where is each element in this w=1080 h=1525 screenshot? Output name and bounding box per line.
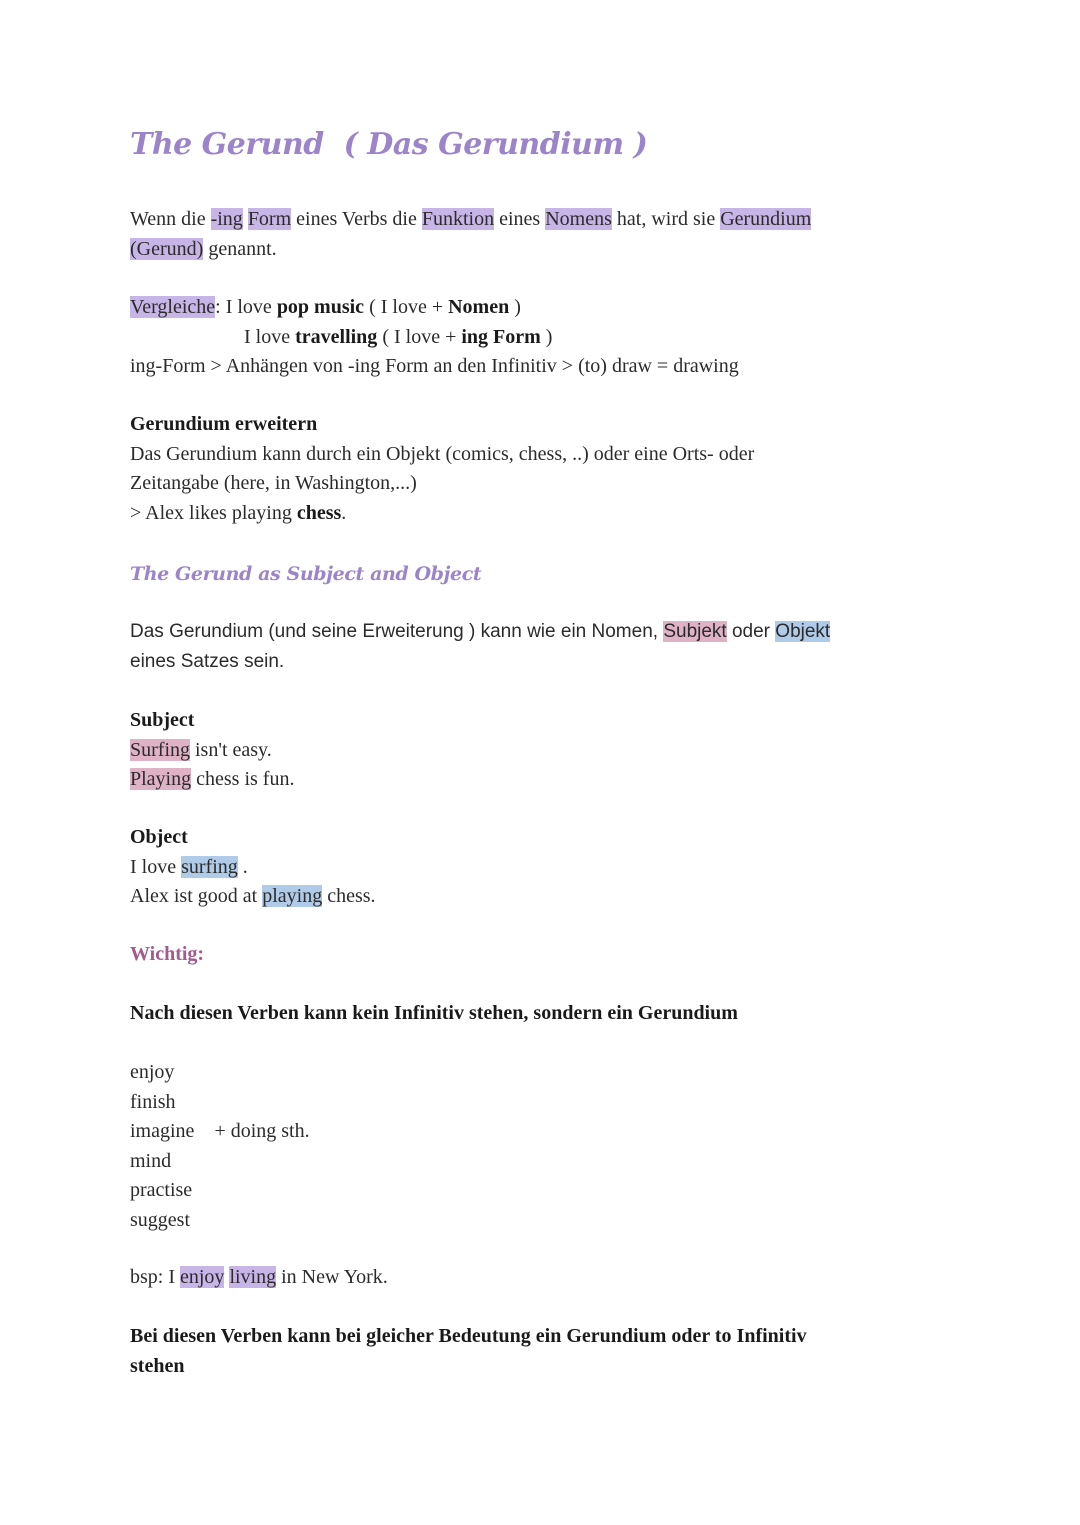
verb-item: mind xyxy=(130,1149,172,1172)
compare-block: Vergleiche: I love pop music ( I love + Nomen ) I love travelling ( I love + ing Form ) ing-Form > Anhängen von -ing Form an den Infinitiv > (to) draw = drawing xyxy=(130,293,930,382)
highlight-gerundium: Gerundium xyxy=(720,208,812,230)
verbs-suffix: + doing sth. xyxy=(214,1120,310,1142)
title-main: The Gerund xyxy=(130,127,324,162)
subject-heading: Subject xyxy=(130,709,195,731)
highlight-funktion: Funktion xyxy=(421,208,495,230)
example-sentence: bsp: I enjoy living in New York. xyxy=(130,1266,388,1288)
highlight-surfing-object: surfing xyxy=(181,855,238,878)
highlight-subjekt: Subjekt xyxy=(663,621,727,642)
section-subtitle: The Gerund as Subject and Object xyxy=(130,563,482,585)
verb-item: enjoy xyxy=(130,1061,175,1083)
erweitern-heading: Gerundium erweitern xyxy=(130,413,318,435)
wichtig-block xyxy=(130,940,930,970)
highlight-living: living xyxy=(229,1266,277,1288)
object-block: Object I love surfing . Alex ist good at playing chess. xyxy=(130,826,376,907)
verb-item: practise xyxy=(130,1179,193,1201)
highlight-enjoy: enjoy xyxy=(180,1266,225,1288)
verb-list xyxy=(130,1058,930,1235)
rule-no-infinitive: Nach diesen Verben kann kein Infinitiv stehen, sondern ein Gerundium xyxy=(130,1002,738,1024)
title-paren: ( Das Gerundium ) xyxy=(343,127,648,162)
intro-paragraph: Wenn die -ing Form eines Verbs die Funktion eines Nomens hat, wird sie Gerundium (Gerund) genannt. xyxy=(130,208,812,260)
highlight-playing: Playing xyxy=(130,768,192,790)
highlight-objekt: Objekt xyxy=(775,621,831,642)
wichtig-label: Wichtig: xyxy=(130,943,205,965)
ing-form-rule: ing-Form > Anhängen von -ing Form an den Infinitiv > (to) draw = drawing xyxy=(130,355,739,377)
highlight-form: Form xyxy=(247,208,292,230)
page-title xyxy=(130,127,648,162)
highlight-ing: -ing xyxy=(210,208,243,230)
verb-item: finish xyxy=(130,1090,176,1113)
object-heading: Object xyxy=(130,826,188,848)
verb-item: suggest xyxy=(130,1208,190,1231)
highlight-gerund: (Gerund) xyxy=(130,237,204,260)
subject-block: Subject Surfing isn't easy. Playing chess is fun. xyxy=(130,709,295,790)
erweitern-block: Gerundium erweitern Das Gerundium kann durch ein Objekt (comics, chess, ..) oder eine Orts- oder Zeitangabe (here, in Washington,...) > Alex likes playing chess. xyxy=(130,413,755,524)
highlight-surfing: Surfing xyxy=(130,738,190,761)
rule-gerund-or-infinitive: Bei diesen Verben kann bei gleicher Bedeutung ein Gerundium oder to Infinitiv stehen xyxy=(130,1325,807,1377)
subject-object-intro: Das Gerundium (und seine Erweiterung ) kann wie ein Nomen, Subjekt oder Objekt eines Satzes sein. xyxy=(130,621,831,672)
highlight-nomens: Nomens xyxy=(545,208,612,230)
compare-label: Vergleiche xyxy=(130,296,216,318)
highlight-playing-object: playing xyxy=(262,885,323,907)
verb-item: imagine xyxy=(130,1120,195,1142)
